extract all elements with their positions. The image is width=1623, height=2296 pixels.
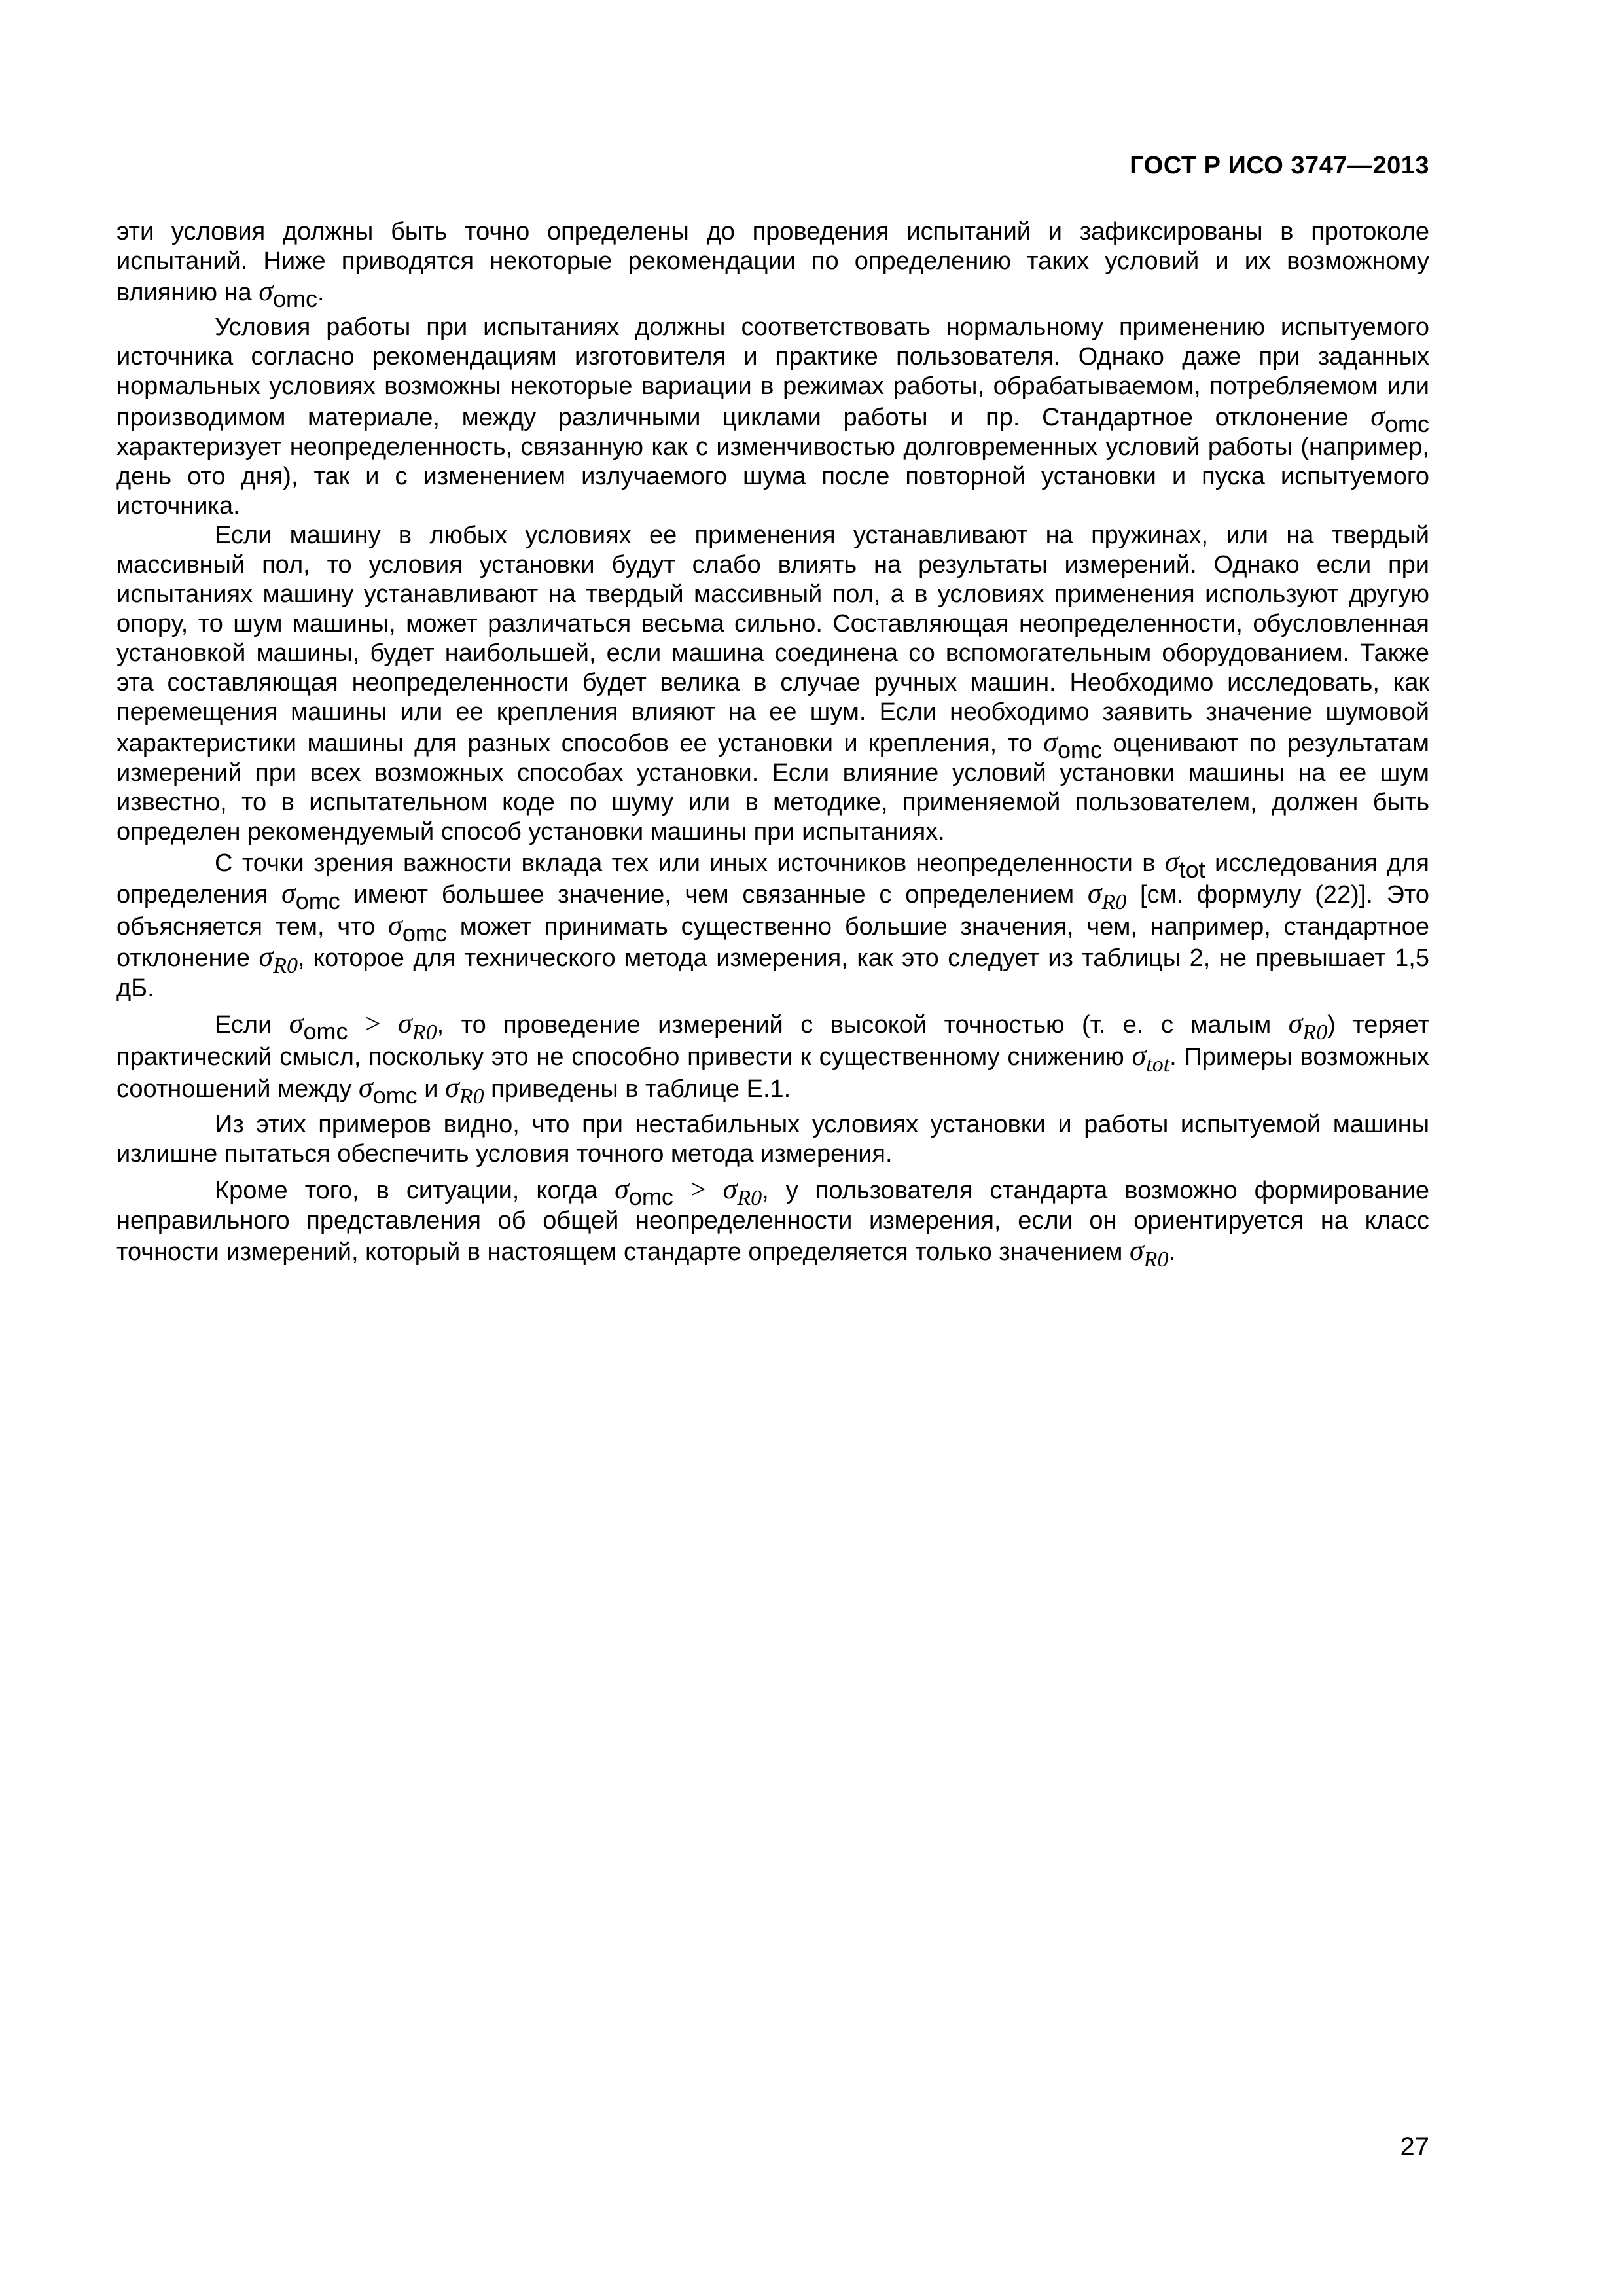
paragraph-text: оценивают по результатам измерений при всех возможных способах установки. Если влияние условий установки машины на ее шум известно, то в испытательном коде по шуму или в методике, применяемой пользователем, должен быть определен рекомендуемый способ установки машины при испытаниях.	[116, 730, 1430, 846]
sigma-r0-symbol: $\sigma_{R0}$	[445, 1071, 484, 1109]
paragraph-text: Кроме того, в ситуации, когда	[215, 1177, 598, 1204]
paragraph-1: эти условия должны быть точно определены до проведения испытаний и зафиксированы в протоколе испытаний. Ниже приводятся некоторые рекомендации по определению таких условий и их возможному влиянию на $\sigma_{omc}$.	[116, 218, 1429, 312]
sigma-omc-symbol: $\sigma_{omc}$	[615, 1173, 673, 1210]
paragraph-text: Если машину в любых условиях ее применения устанавливают на пружинах, или на твердый массивный пол, то условия установки будут слабо влиять на результаты измерений. Однако если при испытаниях машину устанавливают на твердый массивный пол, а в условиях применения используют другую опору, то шум машины, может различаться весьма сильно. Составляющая неопределенности, обусловленная установкой машины, будет наибольшей, если машина соединена со вспомогательным оборудованием. Также эта составляющая неопределенности будет велика в случае ручных машин. Необходимо исследовать, как перемещения машины или ее крепления влияют на ее шум. Если необходимо заявить значение шумовой характеристики машины для разных способов ее установки и крепления, то	[116, 522, 1429, 757]
paragraph-text: приведены в таблице Е.1.	[491, 1075, 791, 1103]
paragraph-text: . Примеры возможных соотношений между	[116, 1043, 1429, 1103]
sigma-omc-symbol: $\sigma_{omc}$	[259, 275, 317, 312]
paragraph-text: .	[1168, 1238, 1176, 1266]
greater-than-sign: >	[690, 1175, 706, 1205]
paragraph-7	[116, 1173, 1430, 1272]
sigma-omc-symbol: $\sigma_{omc}$	[289, 1007, 348, 1045]
paragraph-2	[116, 313, 1429, 521]
paragraph-text: имеют большее значение, чем связанные с определением	[353, 881, 1075, 908]
document-header: ГОСТ Р ИСО 3747—2013	[1130, 152, 1429, 179]
greater-than-sign: >	[365, 1009, 381, 1039]
paragraph-text: ) теряет практический смысл, поскольку это не способно привести к существенному снижению	[116, 1011, 1429, 1071]
sigma-omc-symbol: $\sigma_{omc}$	[388, 909, 447, 946]
paragraph-5	[116, 1007, 1429, 1109]
sigma-tot-symbol: $\sigma_{tot}$	[1164, 846, 1205, 883]
paragraph-3	[116, 521, 1429, 847]
sigma-r0-symbol: $\sigma_{R0}$	[398, 1007, 437, 1045]
paragraph-text: Из этих примеров видно, что при нестабильных условиях установки и работы испытуемой машины излишне пытаться обеспечить условия точного метода измерения.	[116, 1111, 1429, 1168]
sigma-r0-symbol: $\sigma_{R0}$	[722, 1173, 762, 1210]
paragraph-text: , то проведение измерений с высокой точностью (т. е. с малым	[437, 1011, 1272, 1039]
sigma-r0-symbol: $\sigma_{R0}$	[259, 941, 298, 978]
paragraph-4	[116, 847, 1429, 1003]
paragraph-text: и	[424, 1075, 438, 1103]
paragraph-text: может принимать существенно большие значения, чем, например, стандартное отклонение	[116, 913, 1429, 972]
paragraph-text: С точки зрения важности вклада тех или иных источников неопределенности в	[215, 850, 1156, 877]
sigma-omc-symbol: $\sigma_{omc}$	[1043, 726, 1103, 763]
paragraph-6	[116, 1110, 1429, 1169]
paragraph-text: Условия работы при испытаниях должны соответствовать нормальному применению испытуемого источника согласно рекомендациям изготовителя и практике пользователя. Однако даже при заданных нормальных условиях возможны некоторые вариации в режимах работы, обрабатываемом, потребляемом или производимом материале, между различными циклами работы и пр. Стандартное отклонение	[116, 314, 1429, 431]
paragraph-text: , которое для технического метода измерения, как это следует из таблицы 2, не превышает 1,5 дБ.	[116, 944, 1429, 1002]
paragraph-text: [см. формулу (22)]. Это объясняется тем, что	[116, 881, 1429, 941]
paragraph-text: Если	[215, 1011, 272, 1039]
paragraph-text: , у пользователя стандарта возможно формирование неправильного представления об общей неопределенности измерения, если он ориентируется на класс точности измерений, который в настоящем стандарте определяется только значением	[116, 1177, 1430, 1266]
sigma-omc-symbol: $\sigma_{omc}$	[359, 1071, 418, 1109]
paragraph-text: исследования для определения	[116, 850, 1429, 908]
sigma-r0-symbol: $\sigma_{R0}$	[1087, 877, 1127, 914]
sigma-omc-symbol: $\sigma_{omc}$	[281, 877, 340, 914]
paragraph-text: характеризует неопределенность, связанную как с изменчивостью долговременных условий работы (например, день ото дня), так и с изменением излучаемого шума после повторной установки и пуска испытуемого источника.	[116, 433, 1429, 520]
document-body	[116, 217, 1430, 1272]
page-number: 27	[1400, 2132, 1429, 2161]
sigma-r0-symbol: $\sigma_{R0}$	[1129, 1234, 1169, 1272]
paragraph-text: эти условия должны быть точно определены до проведения испытаний и зафиксированы в протоколе испытаний. Ниже приводятся некоторые рекомендации по определению таких условий и их возможному влиянию на	[116, 218, 1429, 306]
sigma-omc-symbol: $\sigma_{omc}$	[1370, 400, 1430, 437]
sigma-r0-symbol: $\sigma_{R0}$	[1288, 1007, 1328, 1045]
sigma-tot-italic-symbol: $\sigma_{tot}$	[1132, 1039, 1170, 1077]
